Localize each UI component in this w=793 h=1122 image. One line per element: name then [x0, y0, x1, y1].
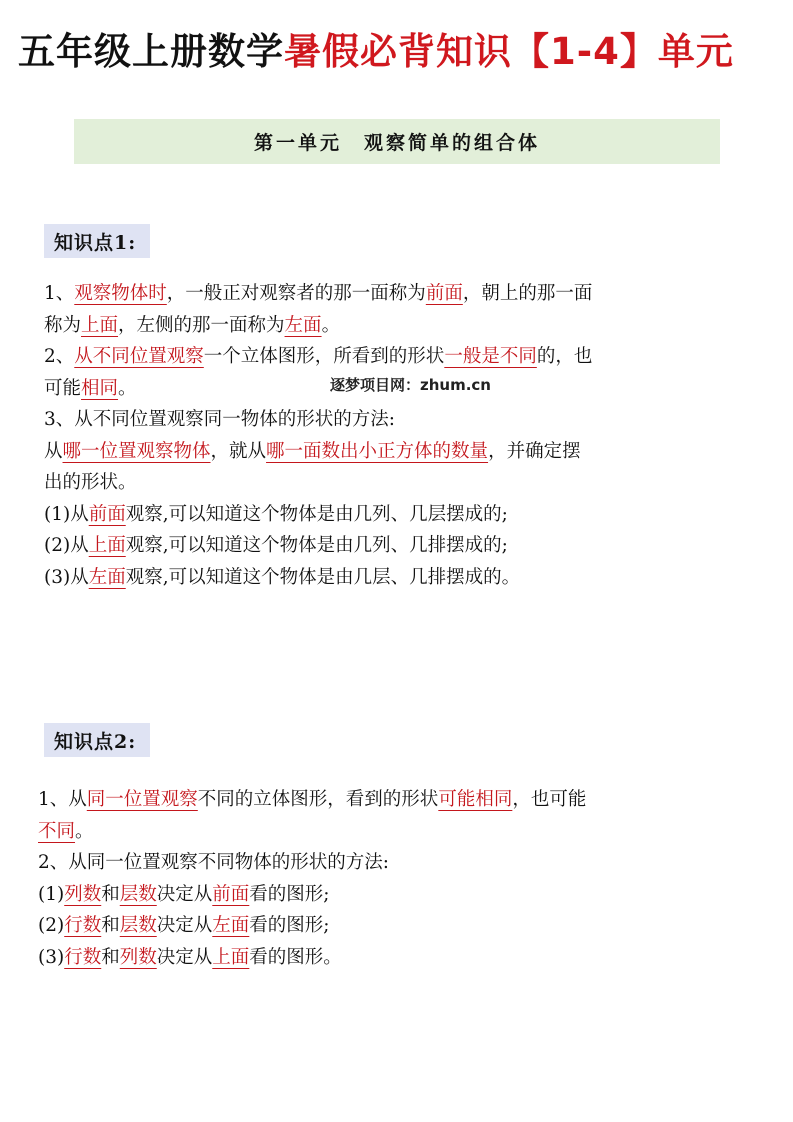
text: 一个立体图形，所看到的形状 — [203, 346, 445, 367]
text: 。 — [321, 314, 341, 336]
kp1-line-7: 出的形状。 — [44, 472, 137, 493]
highlight: 可能相同 — [438, 789, 513, 810]
kp2-line-1 — [38, 784, 763, 816]
highlight: 哪一位置观察物体 — [62, 440, 211, 462]
highlight: 层数 — [119, 883, 157, 905]
kp1-line-6 — [44, 436, 756, 468]
kp1-line-2 — [44, 310, 756, 342]
page-title — [18, 28, 778, 76]
kp1-line-1 — [44, 278, 756, 310]
text: 观察,可以知道这个物体是由几列、几层摆成的; — [125, 503, 508, 525]
text: 看的图形。 — [249, 946, 342, 968]
highlight: 观察物体时 — [74, 283, 167, 304]
highlight: 相同 — [81, 377, 119, 399]
highlight: 同一位置观察 — [86, 789, 198, 810]
text: (1)从 — [44, 503, 89, 525]
kp1-line-10 — [44, 562, 756, 594]
highlight: 行数 — [64, 915, 102, 936]
kp2-line-3: 2、从同一位置观察不同物体的形状的方法: — [38, 852, 390, 873]
text: 称为 — [44, 314, 82, 336]
text: 决定从 — [156, 946, 213, 968]
text: (2) — [38, 915, 65, 936]
highlight: 上面 — [88, 535, 126, 556]
highlight: 哪一面数出小正方体的数量 — [266, 440, 489, 462]
highlight: 前面 — [212, 883, 250, 905]
text: 1、 — [44, 283, 75, 304]
highlight: 前面 — [88, 503, 126, 525]
kp1-line-9 — [44, 530, 756, 562]
highlight: 上面 — [212, 946, 250, 968]
highlight: 前面 — [425, 283, 463, 304]
text: 决定从 — [156, 915, 213, 936]
highlight: 一般是不同 — [444, 346, 537, 367]
highlight: 列数 — [64, 883, 102, 905]
highlight: 层数 — [119, 915, 157, 936]
text: ，朝上的那一面 — [462, 283, 593, 304]
highlight: 从不同位置观察 — [74, 346, 204, 367]
text: 看的图形; — [249, 883, 330, 905]
text: 。 — [75, 820, 94, 842]
title-part1: 五年级上册数学 — [18, 30, 284, 73]
knowledge-point-1-body — [44, 278, 756, 593]
text: 2、 — [44, 346, 75, 367]
text: 的，也 — [536, 346, 593, 367]
highlight: 列数 — [119, 946, 157, 968]
title-part2: 暑假必背知识【1-4】单元 — [284, 30, 734, 73]
kp2-line-6 — [38, 942, 763, 974]
text: 不同的立体图形，看到的形状 — [197, 789, 439, 810]
kp1-line-8 — [44, 499, 756, 531]
highlight: 左面 — [88, 566, 126, 588]
text: ，一般正对观察者的那一面称为 — [166, 283, 426, 304]
text: 和 — [101, 883, 120, 905]
watermark: 逐梦项目网：zhum.cn — [330, 376, 491, 394]
text: (2)从 — [44, 535, 89, 556]
text: 。 — [118, 377, 137, 399]
text: (3) — [38, 946, 65, 968]
kp2-line-5 — [38, 910, 763, 942]
text: 1、从 — [38, 789, 87, 810]
text: 观察,可以知道这个物体是由几列、几排摆成的; — [125, 535, 508, 556]
kp2-line-4 — [38, 879, 763, 911]
highlight: 左面 — [284, 314, 322, 336]
text: (3)从 — [44, 566, 89, 588]
kp1-line-5: 3、从不同位置观察同一物体的形状的方法: — [44, 409, 396, 430]
text: (1) — [38, 883, 65, 905]
kp1-line-3 — [44, 341, 756, 373]
knowledge-point-1-label: 知识点1: — [44, 224, 150, 258]
text: 和 — [101, 946, 120, 968]
text: 可能 — [44, 377, 82, 399]
text: 和 — [101, 915, 120, 936]
knowledge-point-2-label: 知识点2: — [44, 723, 150, 757]
text: ，就从 — [210, 440, 267, 462]
highlight: 不同 — [38, 820, 76, 842]
text: ，并确定摆 — [488, 440, 581, 462]
text: 从 — [44, 440, 63, 462]
text: 观察,可以知道这个物体是由几层、几排摆成的。 — [125, 566, 521, 588]
text: 决定从 — [156, 883, 213, 905]
text: 看的图形; — [249, 915, 330, 936]
highlight: 行数 — [64, 946, 102, 968]
highlight: 左面 — [212, 915, 250, 936]
kp2-line-2 — [38, 816, 763, 848]
text: ，也可能 — [512, 789, 587, 810]
knowledge-point-2-body — [38, 784, 763, 973]
text: ，左侧的那一面称为 — [118, 314, 285, 336]
unit-banner: 第一单元 观察简单的组合体 — [74, 119, 720, 164]
highlight: 上面 — [81, 314, 119, 336]
